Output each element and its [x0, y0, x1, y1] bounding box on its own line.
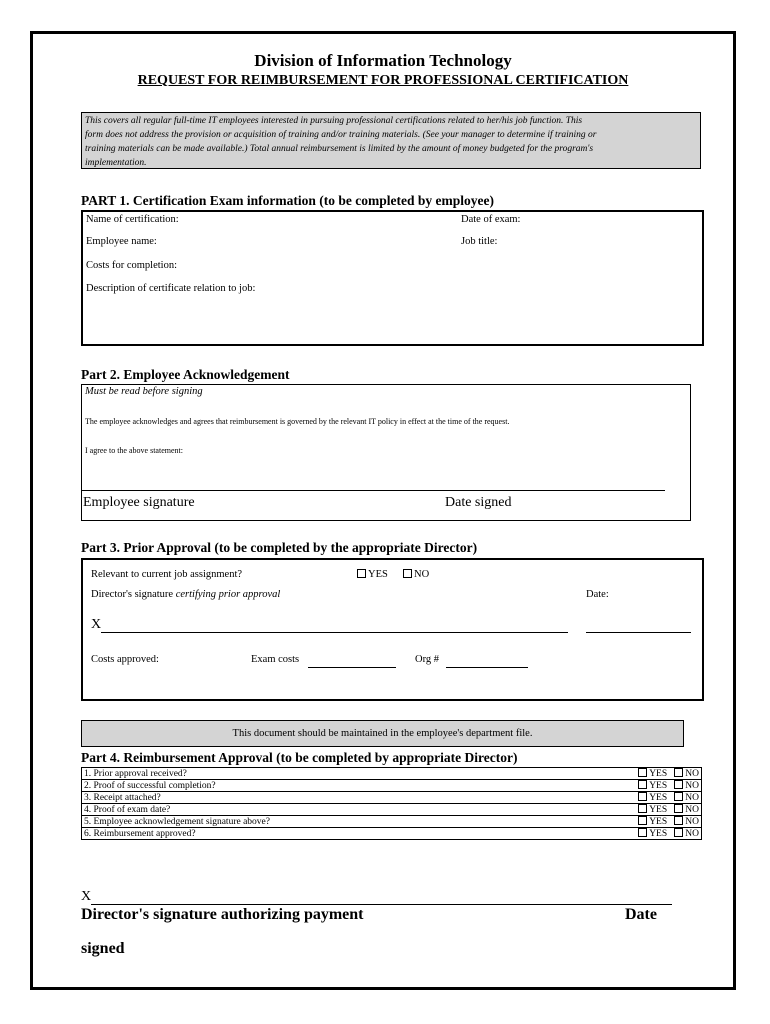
yes-no-options[interactable]: YES NO	[607, 828, 702, 840]
director-payment-signature-line[interactable]	[91, 904, 672, 905]
signature-line[interactable]	[82, 490, 665, 491]
checklist-question: 2. Proof of successful completion?	[82, 780, 608, 792]
yes-no-options[interactable]: YES NO	[607, 780, 702, 792]
approval-date-line[interactable]	[586, 632, 691, 633]
form-subtitle: REQUEST FOR REIMBURSEMENT FOR PROFESSIONAL CERTIFICATION	[137, 73, 629, 88]
part3-heading: Part 3. Prior Approval (to be completed by the appropriate Director)	[81, 540, 478, 555]
yes-no-options[interactable]: YES NO	[607, 768, 702, 780]
checkbox-icon[interactable]	[638, 780, 647, 789]
checkbox-icon[interactable]	[638, 828, 647, 837]
yes-no-options[interactable]: YES NO	[607, 804, 702, 816]
yes-no-options[interactable]: YES NO	[607, 816, 702, 828]
checkbox-icon[interactable]	[403, 569, 412, 578]
checklist-row	[82, 804, 702, 816]
footer-x-mark: X	[81, 889, 92, 904]
certification-name-field[interactable]: Name of certification:	[86, 214, 179, 225]
checklist-row	[82, 780, 702, 792]
part4-heading: Part 4. Reimbursement Approval (to be completed by appropriate Director)	[81, 750, 518, 765]
approval-date-label: Date:	[586, 589, 609, 600]
checklist-row	[82, 768, 702, 780]
director-payment-signature-label: Director's signature authorizing payment	[81, 906, 364, 923]
relevant-no-option[interactable]: NO	[403, 569, 429, 580]
checklist-row	[82, 828, 702, 840]
checkbox-icon[interactable]	[674, 792, 683, 801]
signed-label: signed	[81, 940, 125, 957]
checkbox-icon[interactable]	[674, 828, 683, 837]
date-signed-label: Date signed	[445, 495, 512, 510]
exam-date-field[interactable]: Date of exam:	[461, 214, 521, 225]
part1-box	[81, 210, 704, 346]
checkbox-icon[interactable]	[638, 804, 647, 813]
checkbox-icon[interactable]	[638, 768, 647, 777]
intro-note	[81, 112, 701, 169]
checklist-question: 3. Receipt attached?	[82, 792, 608, 804]
org-line[interactable]	[446, 667, 528, 668]
relevant-yes-option[interactable]: YES	[357, 569, 388, 580]
payment-date-label: Date	[625, 906, 657, 923]
exam-costs-label: Exam costs	[251, 654, 300, 665]
form-page	[30, 31, 736, 990]
costs-approved-label: Costs approved:	[91, 654, 159, 665]
checkbox-icon[interactable]	[674, 816, 683, 825]
checklist-row	[82, 816, 702, 828]
checklist-question: 5. Employee acknowledgement signature above?	[82, 816, 608, 828]
acknowledgement-text: The employee acknowledges and agrees that reimbursement is governed by the relevant IT policy in effect at the time of the request.	[85, 417, 510, 426]
employee-signature-label: Employee signature	[83, 495, 195, 510]
employee-name-field[interactable]: Employee name:	[86, 236, 157, 247]
checklist-question: 1. Prior approval received?	[82, 768, 608, 780]
checkbox-icon[interactable]	[674, 804, 683, 813]
intro-line: This covers all regular full-time IT employees interested in pursuing professional certifications related to her/his job function. This	[85, 116, 583, 126]
checkbox-icon[interactable]	[674, 768, 683, 777]
director-signature-line[interactable]	[101, 632, 568, 633]
org-label: Org #	[415, 654, 440, 665]
checklist-question: 6. Reimbursement approved?	[82, 828, 608, 840]
x-mark: X	[91, 617, 102, 632]
checkbox-icon[interactable]	[638, 816, 647, 825]
intro-line: training materials can be made available.) Total annual reimbursement is limited by the amount of money budgeted for the program's	[85, 144, 594, 154]
reimbursement-checklist	[81, 767, 702, 840]
part3-box	[81, 558, 704, 701]
part2-box	[81, 384, 691, 521]
description-field[interactable]: Description of certificate relation to job:	[86, 283, 256, 294]
intro-line: form does not address the provision or acquisition of training and/or training materials. (See your manager to determine if training or	[85, 130, 597, 140]
form-title: Division of Information Technology	[254, 51, 512, 70]
must-read-note: Must be read before signing	[85, 386, 203, 397]
job-title-field[interactable]: Job title:	[461, 236, 498, 247]
yes-no-options[interactable]: YES NO	[607, 792, 702, 804]
costs-field[interactable]: Costs for completion:	[86, 260, 177, 271]
checkbox-icon[interactable]	[674, 780, 683, 789]
exam-costs-line[interactable]	[308, 667, 396, 668]
intro-line: implementation.	[85, 158, 147, 168]
department-file-notice: This document should be maintained in the employee's department file.	[81, 720, 684, 747]
agree-text: I agree to the above statement:	[85, 446, 183, 455]
director-signature-label: Director's signature certifying prior approval	[91, 589, 281, 600]
relevant-question: Relevant to current job assignment?	[91, 569, 243, 580]
checkbox-icon[interactable]	[638, 792, 647, 801]
part1-heading: PART 1. Certification Exam information (to be completed by employee)	[81, 193, 494, 208]
part2-heading: Part 2. Employee Acknowledgement	[81, 367, 290, 382]
checklist-row	[82, 792, 702, 804]
checkbox-icon[interactable]	[357, 569, 366, 578]
checklist-question: 4. Proof of exam date?	[82, 804, 608, 816]
